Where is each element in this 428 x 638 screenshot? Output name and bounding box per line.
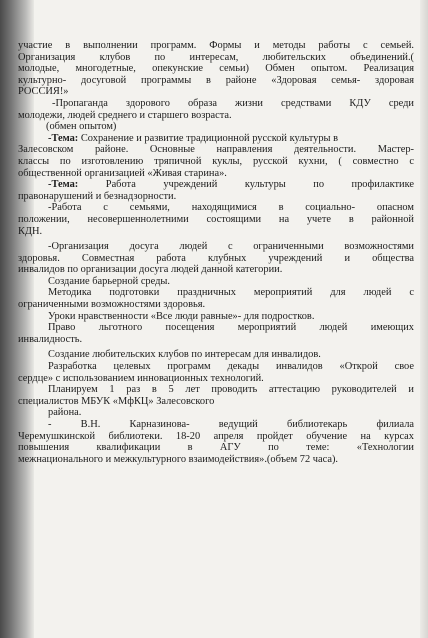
text-line: Разработка целевых программ декады инвалидов «Открой свое (48, 361, 414, 373)
text-line: Уроки нравственности «Все люди равные»- для подростков. (48, 310, 315, 322)
text-line: участие в выполнении программ. Формы и методы работы с семьей. (18, 40, 414, 51)
text-line: Планируем 1 раз в 5 лет проводить аттестацию руководителей и (48, 384, 414, 396)
text-line: инвалидов по организации досуга людей данной категории. (18, 264, 283, 276)
text-line: сердце» с использованием инновационных технологий. (18, 372, 264, 384)
text-line: - В.Н. Карназинова- ведущий библиотекарь филиала (48, 419, 414, 430)
text-line: Методика подготовки праздничных мероприятий для людей с (48, 287, 414, 299)
text-line: Залесовском районе. Основные направления деятельности. Мастер- (18, 144, 414, 156)
text-line: инвалидность. (18, 333, 83, 345)
text-line: КДН. (18, 225, 43, 237)
topic-label: -Тема: (48, 179, 79, 191)
topic-label: -Тема: (48, 132, 79, 144)
text-line: межнационального и межкультурного взаимодействия».(объем 72 часа). (18, 453, 339, 465)
text-line: ограниченными возможностями здоровья. (18, 299, 206, 311)
text-line: правонарушений и безнадзорности. (18, 190, 177, 202)
text-line: района. (48, 407, 82, 419)
text-line: -Организация досуга людей с ограниченными возможностями (48, 241, 414, 253)
scan-page-edge (420, 0, 428, 638)
text-line: классы по изготовлению тряпичной куклы, русской кухни, ( совместно с (18, 155, 414, 167)
topic-text: Сохранение и развитие традиционной русской культуры в (78, 132, 339, 144)
text-line (18, 133, 414, 145)
text-line (18, 179, 414, 191)
text-line: Право льготного посещения мероприятий людей имеющих (48, 322, 414, 334)
text-line: -Работа с семьями, находящимися в социально- опасном (48, 202, 414, 214)
text-line: РОССИЯ!» (18, 86, 69, 98)
text-line: Создание барьерной среды. (48, 275, 170, 287)
text-line: положении, несовершеннолетними состоящими на учете в районной (18, 213, 414, 225)
text-line: Организация клубов по интересам, любительских объединений.( (18, 51, 414, 63)
text-line: молодые, многодетные, опекунские семьи) Обмен опытом. Реализация (18, 63, 414, 75)
text-line: -Пропаганда здорового образа жизни средствами КДУ среди (52, 97, 414, 109)
text-line: молодежи, людей среднего и старшего возраста. (18, 109, 232, 121)
text-line: (обмен опытом) (46, 121, 117, 133)
text-line: культурно- досуговой программы в районе «Здоровая семья- здоровая (18, 74, 414, 86)
text-line: Создание любительских клубов по интересам для инвалидов. (48, 349, 321, 361)
document-page (18, 40, 414, 465)
text-line: специалистов МБУК «МфКЦ» Залесовского (18, 395, 215, 407)
text-line: общественной организацией «Живая старина». (18, 167, 227, 179)
text-line: Черемушкинской библиотеки. 18-20 апреля пройдет обучение на курсах (18, 430, 414, 442)
topic-text: Работа учреждений культуры по профилактике (78, 179, 414, 191)
text-line: здоровья. Совместная работа клубных учреждений и общества (18, 252, 414, 264)
text-line: повышения квалификации в АГУ по теме: «Технологии (18, 442, 414, 454)
